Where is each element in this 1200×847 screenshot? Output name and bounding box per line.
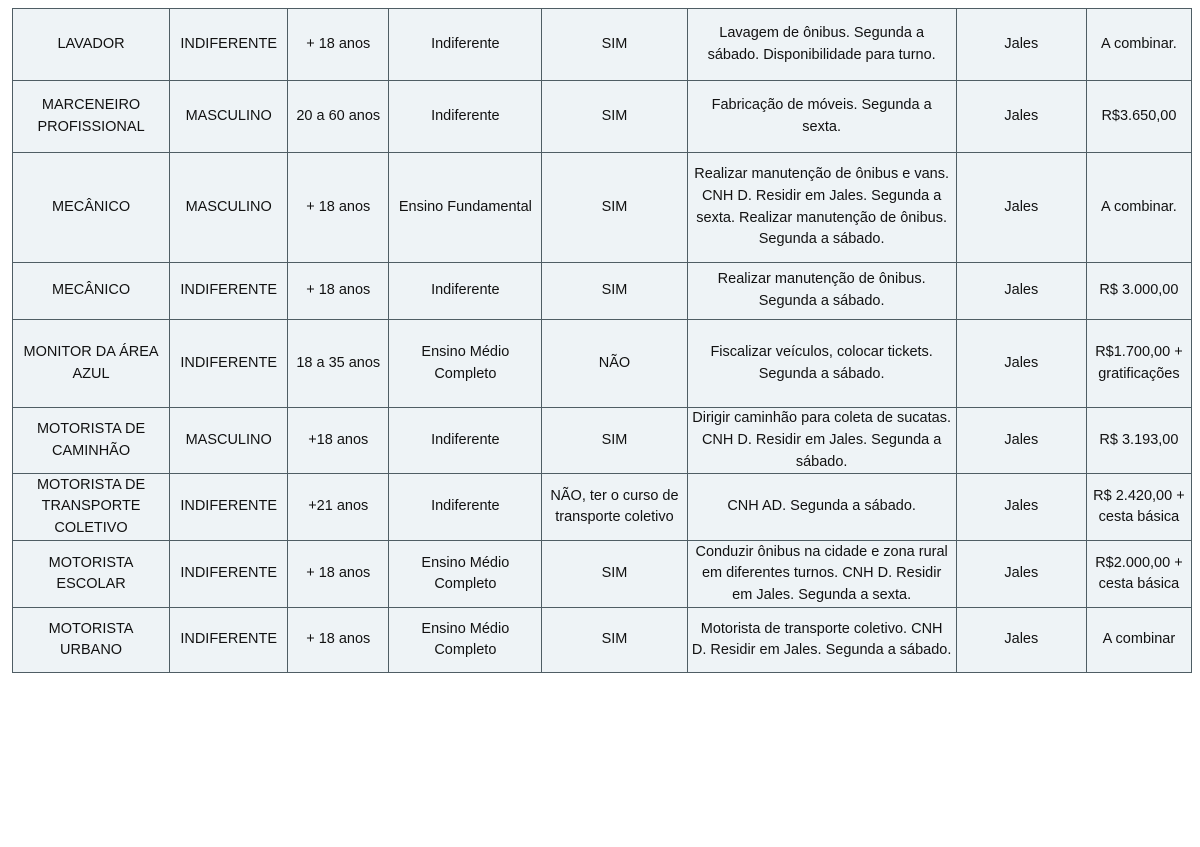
- salary-cell: R$2.000,00 + cesta básica: [1086, 541, 1191, 608]
- education-cell: Indiferente: [389, 263, 542, 320]
- table-row: [13, 320, 1192, 408]
- age-cell: + 18 anos: [288, 541, 389, 608]
- city-cell: Jales: [956, 81, 1086, 153]
- table-row: [13, 263, 1192, 320]
- gender-cell: INDIFERENTE: [170, 474, 288, 541]
- salary-cell: R$ 2.420,00 + cesta básica: [1086, 474, 1191, 541]
- job-title-cell: MARCENEIRO PROFISSIONAL: [13, 81, 170, 153]
- education-cell: Indiferente: [389, 474, 542, 541]
- age-cell: +21 anos: [288, 474, 389, 541]
- education-cell: Ensino Médio Completo: [389, 320, 542, 408]
- job-title-cell: MECÂNICO: [13, 153, 170, 263]
- education-cell: Ensino Fundamental: [389, 153, 542, 263]
- salary-cell: R$1.700,00 + gratificações: [1086, 320, 1191, 408]
- experience-cell: NÃO, ter o curso de transporte coletivo: [542, 474, 687, 541]
- experience-cell: SIM: [542, 263, 687, 320]
- education-cell: Ensino Médio Completo: [389, 608, 542, 673]
- salary-cell: R$ 3.000,00: [1086, 263, 1191, 320]
- city-cell: Jales: [956, 608, 1086, 673]
- salary-cell: A combinar.: [1086, 9, 1191, 81]
- city-cell: Jales: [956, 541, 1086, 608]
- city-cell: Jales: [956, 320, 1086, 408]
- experience-cell: NÃO: [542, 320, 687, 408]
- table-row: [13, 408, 1192, 474]
- experience-cell: SIM: [542, 408, 687, 474]
- table-row: [13, 541, 1192, 608]
- job-listings-table: [12, 8, 1192, 673]
- city-cell: Jales: [956, 408, 1086, 474]
- table-row: [13, 153, 1192, 263]
- city-cell: Jales: [956, 153, 1086, 263]
- gender-cell: INDIFERENTE: [170, 263, 288, 320]
- gender-cell: MASCULINO: [170, 408, 288, 474]
- age-cell: + 18 anos: [288, 608, 389, 673]
- salary-cell: A combinar: [1086, 608, 1191, 673]
- city-cell: Jales: [956, 9, 1086, 81]
- education-cell: Ensino Médio Completo: [389, 541, 542, 608]
- gender-cell: MASCULINO: [170, 81, 288, 153]
- job-title-cell: MOTORISTA URBANO: [13, 608, 170, 673]
- age-cell: 18 a 35 anos: [288, 320, 389, 408]
- age-cell: + 18 anos: [288, 263, 389, 320]
- experience-cell: SIM: [542, 153, 687, 263]
- job-title-cell: MONITOR DA ÁREA AZUL: [13, 320, 170, 408]
- job-title-cell: MOTORISTA DE TRANSPORTE COLETIVO: [13, 474, 170, 541]
- city-cell: Jales: [956, 263, 1086, 320]
- gender-cell: INDIFERENTE: [170, 320, 288, 408]
- age-cell: + 18 anos: [288, 9, 389, 81]
- experience-cell: SIM: [542, 9, 687, 81]
- education-cell: Indiferente: [389, 9, 542, 81]
- description-cell: Motorista de transporte coletivo. CNH D. Residir em Jales. Segunda a sábado.: [687, 608, 956, 673]
- description-cell: Realizar manutenção de ônibus. Segunda a sábado.: [687, 263, 956, 320]
- description-cell: Lavagem de ônibus. Segunda a sábado. Disponibilidade para turno.: [687, 9, 956, 81]
- description-cell: CNH AD. Segunda a sábado.: [687, 474, 956, 541]
- description-cell: Conduzir ônibus na cidade e zona rural em diferentes turnos. CNH D. Residir em Jales. Segunda a sexta.: [687, 541, 956, 608]
- job-title-cell: MECÂNICO: [13, 263, 170, 320]
- age-cell: 20 a 60 anos: [288, 81, 389, 153]
- table-row: [13, 474, 1192, 541]
- gender-cell: INDIFERENTE: [170, 608, 288, 673]
- gender-cell: MASCULINO: [170, 153, 288, 263]
- description-cell: Realizar manutenção de ônibus e vans. CNH D. Residir em Jales. Segunda a sexta. Realizar manutenção de ônibus. Segunda a sábado.: [687, 153, 956, 263]
- gender-cell: INDIFERENTE: [170, 541, 288, 608]
- table-row: [13, 608, 1192, 673]
- experience-cell: SIM: [542, 608, 687, 673]
- age-cell: +18 anos: [288, 408, 389, 474]
- description-cell: Fabricação de móveis. Segunda a sexta.: [687, 81, 956, 153]
- education-cell: Indiferente: [389, 408, 542, 474]
- salary-cell: R$ 3.193,00: [1086, 408, 1191, 474]
- city-cell: Jales: [956, 474, 1086, 541]
- education-cell: Indiferente: [389, 81, 542, 153]
- salary-cell: A combinar.: [1086, 153, 1191, 263]
- description-cell: Dirigir caminhão para coleta de sucatas. CNH D. Residir em Jales. Segunda a sábado.: [687, 408, 956, 474]
- job-title-cell: MOTORISTA DE CAMINHÃO: [13, 408, 170, 474]
- table-row: [13, 9, 1192, 81]
- job-title-cell: MOTORISTA ESCOLAR: [13, 541, 170, 608]
- age-cell: + 18 anos: [288, 153, 389, 263]
- experience-cell: SIM: [542, 81, 687, 153]
- table-row: [13, 81, 1192, 153]
- salary-cell: R$3.650,00: [1086, 81, 1191, 153]
- gender-cell: INDIFERENTE: [170, 9, 288, 81]
- experience-cell: SIM: [542, 541, 687, 608]
- description-cell: Fiscalizar veículos, colocar tickets. Segunda a sábado.: [687, 320, 956, 408]
- job-title-cell: LAVADOR: [13, 9, 170, 81]
